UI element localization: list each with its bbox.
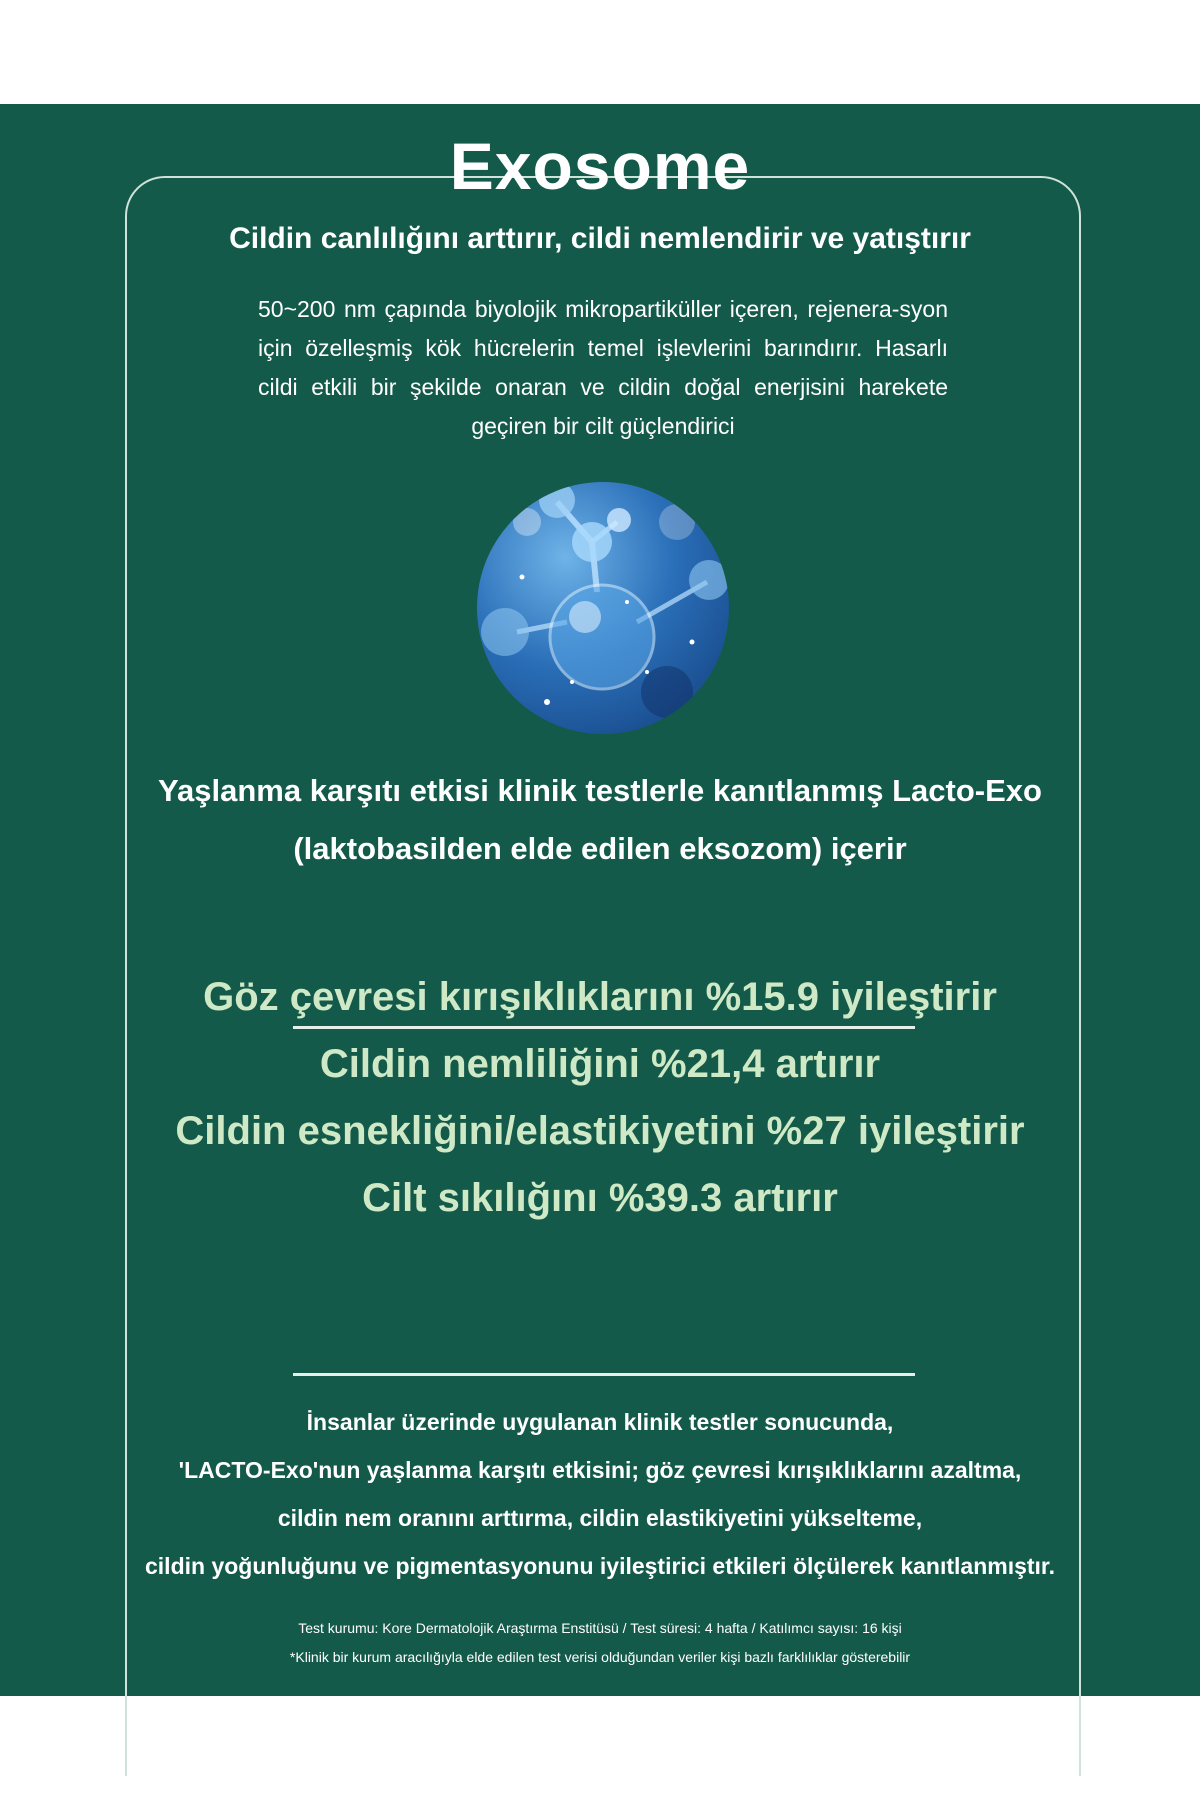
footnote-line: Test kurumu: Kore Dermatolojik Araştırma Enstitüsü / Test süresi: 4 hafta / Katılımcı sayısı: 16 kişi <box>298 1620 902 1636</box>
test-footnotes <box>0 1614 1200 1672</box>
molecule-bubble-image <box>477 482 729 734</box>
clinical-summary <box>0 1398 1200 1590</box>
footnote-line: *Klinik bir kurum aracılığıyla elde edilen test verisi olduğundan veriler kişi bazlı farklılıklar gösterebilir <box>289 1649 911 1665</box>
clinical-line: 'LACTO-Exo'nun yaşlanma karşıtı etkisini; göz çevresi kırışıklıklarını azaltma, <box>178 1457 1022 1483</box>
clinical-stats <box>0 964 1200 1232</box>
stat-line: Cildin nemliliğini %21,4 artırır <box>319 1042 881 1086</box>
page-title: Exosome <box>449 129 751 203</box>
clinical-line: cildin nem oranını arttırma, cildin elastikiyetini yükselteme, <box>277 1505 923 1531</box>
stat-line: Cildin esnekliğini/elastikiyetini %27 iyileştirir <box>175 1109 1025 1153</box>
subtitle: Cildin canlılığını arttırır, cildi nemlendirir ve yatıştırır <box>229 222 971 255</box>
clinical-line: cildin yoğunluğunu ve pigmentasyonunu iyileştirici etkileri ölçülerek kanıtlanmıştır. <box>145 1553 1055 1579</box>
lacto-line: Yaşlanma karşıtı etkisi klinik testlerle kanıtlanmış Lacto-Exo <box>158 773 1042 808</box>
stat-line: Cilt sıkılığını %39.3 artırır <box>362 1176 838 1220</box>
divider <box>293 1373 915 1376</box>
lacto-line: (laktobasilden elde edilen eksozom) içerir <box>293 831 907 866</box>
description: 50~200 nm çapında biyolojik mikropartiküller içeren, rejenera-syon için özelleşmiş kök hücrelerin temel işlevlerini barındırır. Hasarlı cildi etkili bir şekilde onaran ve cildin doğal enerjisini harekete geçiren bir cilt güçlendirici <box>258 296 948 439</box>
clinical-line: İnsanlar üzerinde uygulanan klinik testler sonucunda, <box>306 1409 894 1435</box>
lacto-exo-heading <box>0 762 1200 878</box>
stat-line: Göz çevresi kırışıklıklarını %15.9 iyileştirir <box>203 975 997 1019</box>
